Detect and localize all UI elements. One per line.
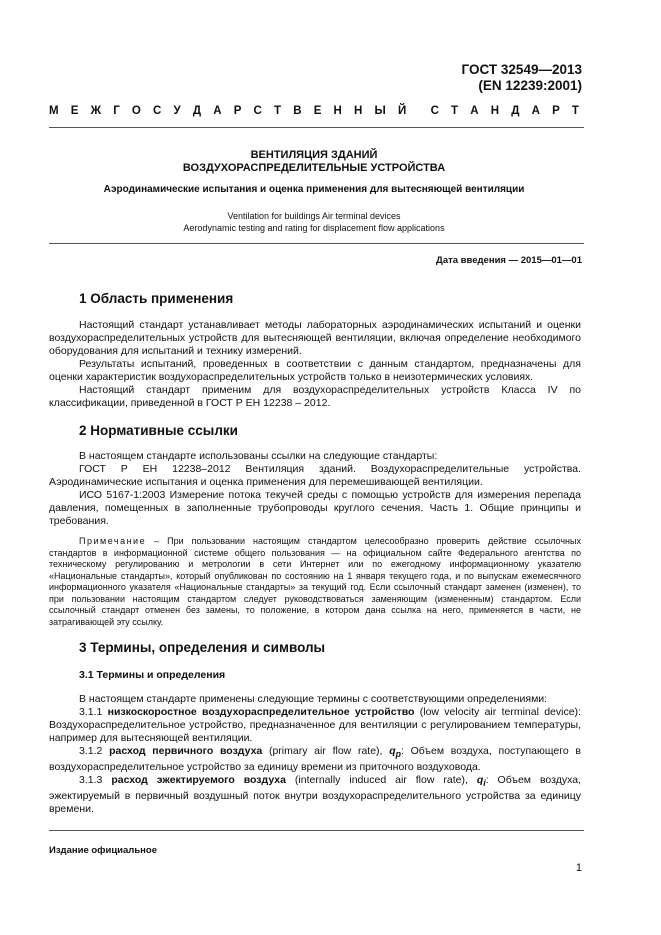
banner-letter: Т	[451, 105, 459, 117]
standard-code: ГОСТ 32549—2013	[461, 62, 582, 77]
section-3-heading: 3 Термины, определения и символы	[79, 640, 326, 655]
term-3-1-1	[49, 706, 581, 745]
banner-letter: Ж	[90, 105, 102, 117]
banner-letter: О	[131, 105, 141, 117]
section-1-heading: 1 Область применения	[79, 291, 234, 306]
banner-letter: С	[153, 105, 162, 117]
banner-letter: Н	[490, 105, 500, 117]
banner-letter: Т	[571, 105, 579, 117]
banner-letter: Н	[354, 105, 363, 117]
section-3-body	[49, 693, 581, 816]
term-3-1-3	[49, 774, 581, 816]
banner-letter: С	[430, 105, 439, 117]
term-3-1-3-name: расход эжектируемого воздуха	[111, 774, 286, 787]
section-1-paragraph-1: Настоящий стандарт устанавливает методы лабораторных аэродинамических испытаний и оценки воздухораспределительных устройств для вытесняющей вентиляции, включая определение необходимого оборудования для испытаний и технику измерений.	[49, 319, 581, 357]
section-3-intro: В настоящем стандарте применены следующие термины с соответствующими определениями:	[79, 693, 548, 705]
term-3-1-3-number: 3.1.3	[79, 774, 112, 787]
section-2-heading: 2 Нормативные ссылки	[79, 423, 238, 438]
section-1-paragraph-2: Результаты испытаний, проведенных в соответствии с данным стандартом, предназначены для оценки характеристик воздухораспределительных устройств только в неизотермических условиях.	[49, 358, 581, 383]
english-title	[49, 210, 579, 234]
title-line-2: ВОЗДУХОРАСПРЕДЕЛИТЕЛЬНЫЕ УСТРОЙСТВА	[182, 162, 446, 174]
footer-divider	[49, 830, 584, 831]
english-title-line-2: Aerodynamic testing and rating for displacement flow applications	[183, 223, 445, 233]
term-3-1-1-number: 3.1.1	[79, 706, 108, 718]
section-2-note	[49, 536, 581, 628]
banner-letter: М	[49, 105, 59, 117]
term-3-1-1-name: низкоскоростное воздухораспределительное устройство	[107, 706, 415, 718]
term-3-1-2-number: 3.1.2	[79, 745, 110, 757]
banner-letter: Т	[274, 105, 282, 117]
banner-letter: Р	[233, 105, 242, 117]
banner-letter: А	[213, 105, 222, 117]
term-3-1-2-symbol-sub: p	[395, 749, 401, 760]
section-1-body	[49, 319, 581, 410]
banner-letter: Р	[552, 105, 560, 117]
term-3-1-2	[49, 745, 581, 774]
standard-code-block	[462, 62, 582, 94]
english-title-line-1: Ventilation for buildings Air terminal devices	[227, 211, 401, 221]
section-2-body	[49, 450, 581, 528]
en-standard-code: (EN 12239:2001)	[478, 78, 582, 93]
note-text: – При пользовании настоящим стандартом целесообразно проверить действие ссылочных стандартов в информационной системе общего пользования — на официальном сайте Федерального агентства по техническому регулированию и метрологии в сети Интернет или по ежегодному информационному указателю «Национальные стандарты», который опубликован по состоянию на 1 января текущего года, и по выпускам ежемесячного информационного указателя «Национальные стандарты» за текущий год. Если ссылочный стандарт заменен (изменен), то при пользовании настоящим стандартом следует руководствоваться заменяющим (измененным) стандартом. Если ссылочный стандарт отменен без замены, то положение, в котором дана ссылка на него, применяется в части, не затрагивающей эту ссылку.	[49, 536, 581, 627]
banner-letter: Д	[511, 105, 520, 117]
banner-letter: Н	[333, 105, 342, 117]
banner-letter: Е	[313, 105, 322, 117]
introduction-date: Дата введения — 2015—01—01	[436, 255, 582, 266]
term-3-1-3-symbol: q	[476, 774, 484, 787]
page-number: 1	[575, 862, 582, 874]
section-1-paragraph-3: Настоящий стандарт применим для воздухораспределительных устройств Класса IV по классификации, приведенной в ГОСТ Р ЕН 12238 – 2012.	[49, 384, 581, 409]
term-3-1-3-definition: : Объем воздуха, эжектируемый в первичный воздушный поток внутри воздухораспределительного устройства за единицу времени.	[49, 774, 581, 816]
banner-letter: Г	[113, 105, 120, 117]
banner-letter: Е	[70, 105, 79, 117]
official-edition-label: Издание официальное	[49, 845, 157, 856]
banner-letter: Д	[192, 105, 202, 117]
banner-letter: А	[470, 105, 479, 117]
banner-letter: У	[173, 105, 181, 117]
section-2-reference-2: ИСО 5167-1:2003 Измерение потока текучей среды с помощью устройств для измерения перепада давления, помещенных в заполненные трубопроводы круглого сечения. Часть 1. Общие принципы и требования.	[49, 489, 581, 527]
document-subtitle: Аэродинамические испытания и оценка применения для вытесняющей вентиляции	[103, 184, 525, 195]
term-3-1-3-symbol-sub: i	[483, 778, 486, 789]
term-3-1-1-definition: (low velocity air terminal device): Воздухораспределительное устройство, предназначенное для вентиляции с регулированием температуры, например для вытесняющей вентиляции.	[49, 706, 581, 744]
term-3-1-2-definition: : Объем воздуха, поступающего в воздухораспределительное устройство за единицу времени из приточного воздуховода.	[49, 745, 581, 774]
banner-letter: Й	[397, 105, 407, 117]
term-3-1-3-english: (internally induced air flow rate),	[285, 774, 477, 787]
term-3-1-2-name: расход первичного воздуха	[109, 745, 263, 757]
section-2-reference-1: ГОСТ Р ЕН 12238–2012 Вентиляция зданий. Воздухораспределительные устройства. Аэродинамические испытания и оценка применения для перемешивающей вентиляции.	[49, 463, 581, 488]
title-line-1: ВЕНТИЛЯЦИЯ ЗДАНИЙ	[250, 149, 378, 161]
section-3-1-heading: 3.1 Термины и определения	[79, 669, 226, 681]
title-divider	[49, 243, 584, 244]
banner-letter: С	[253, 105, 262, 117]
banner-letter: А	[531, 105, 540, 117]
interstate-standard-banner	[49, 105, 579, 117]
section-2-paragraph-1: В настоящем стандарте использованы ссылки на следующие стандарты:	[79, 450, 438, 462]
term-3-1-2-english: (primary air flow rate),	[262, 745, 390, 757]
note-label: Примечание	[79, 536, 147, 546]
banner-letter: Ы	[374, 105, 386, 117]
term-3-1-2-symbol: q	[389, 745, 396, 757]
banner-letter: В	[293, 105, 302, 117]
document-title	[49, 149, 579, 175]
header-divider	[49, 127, 584, 128]
